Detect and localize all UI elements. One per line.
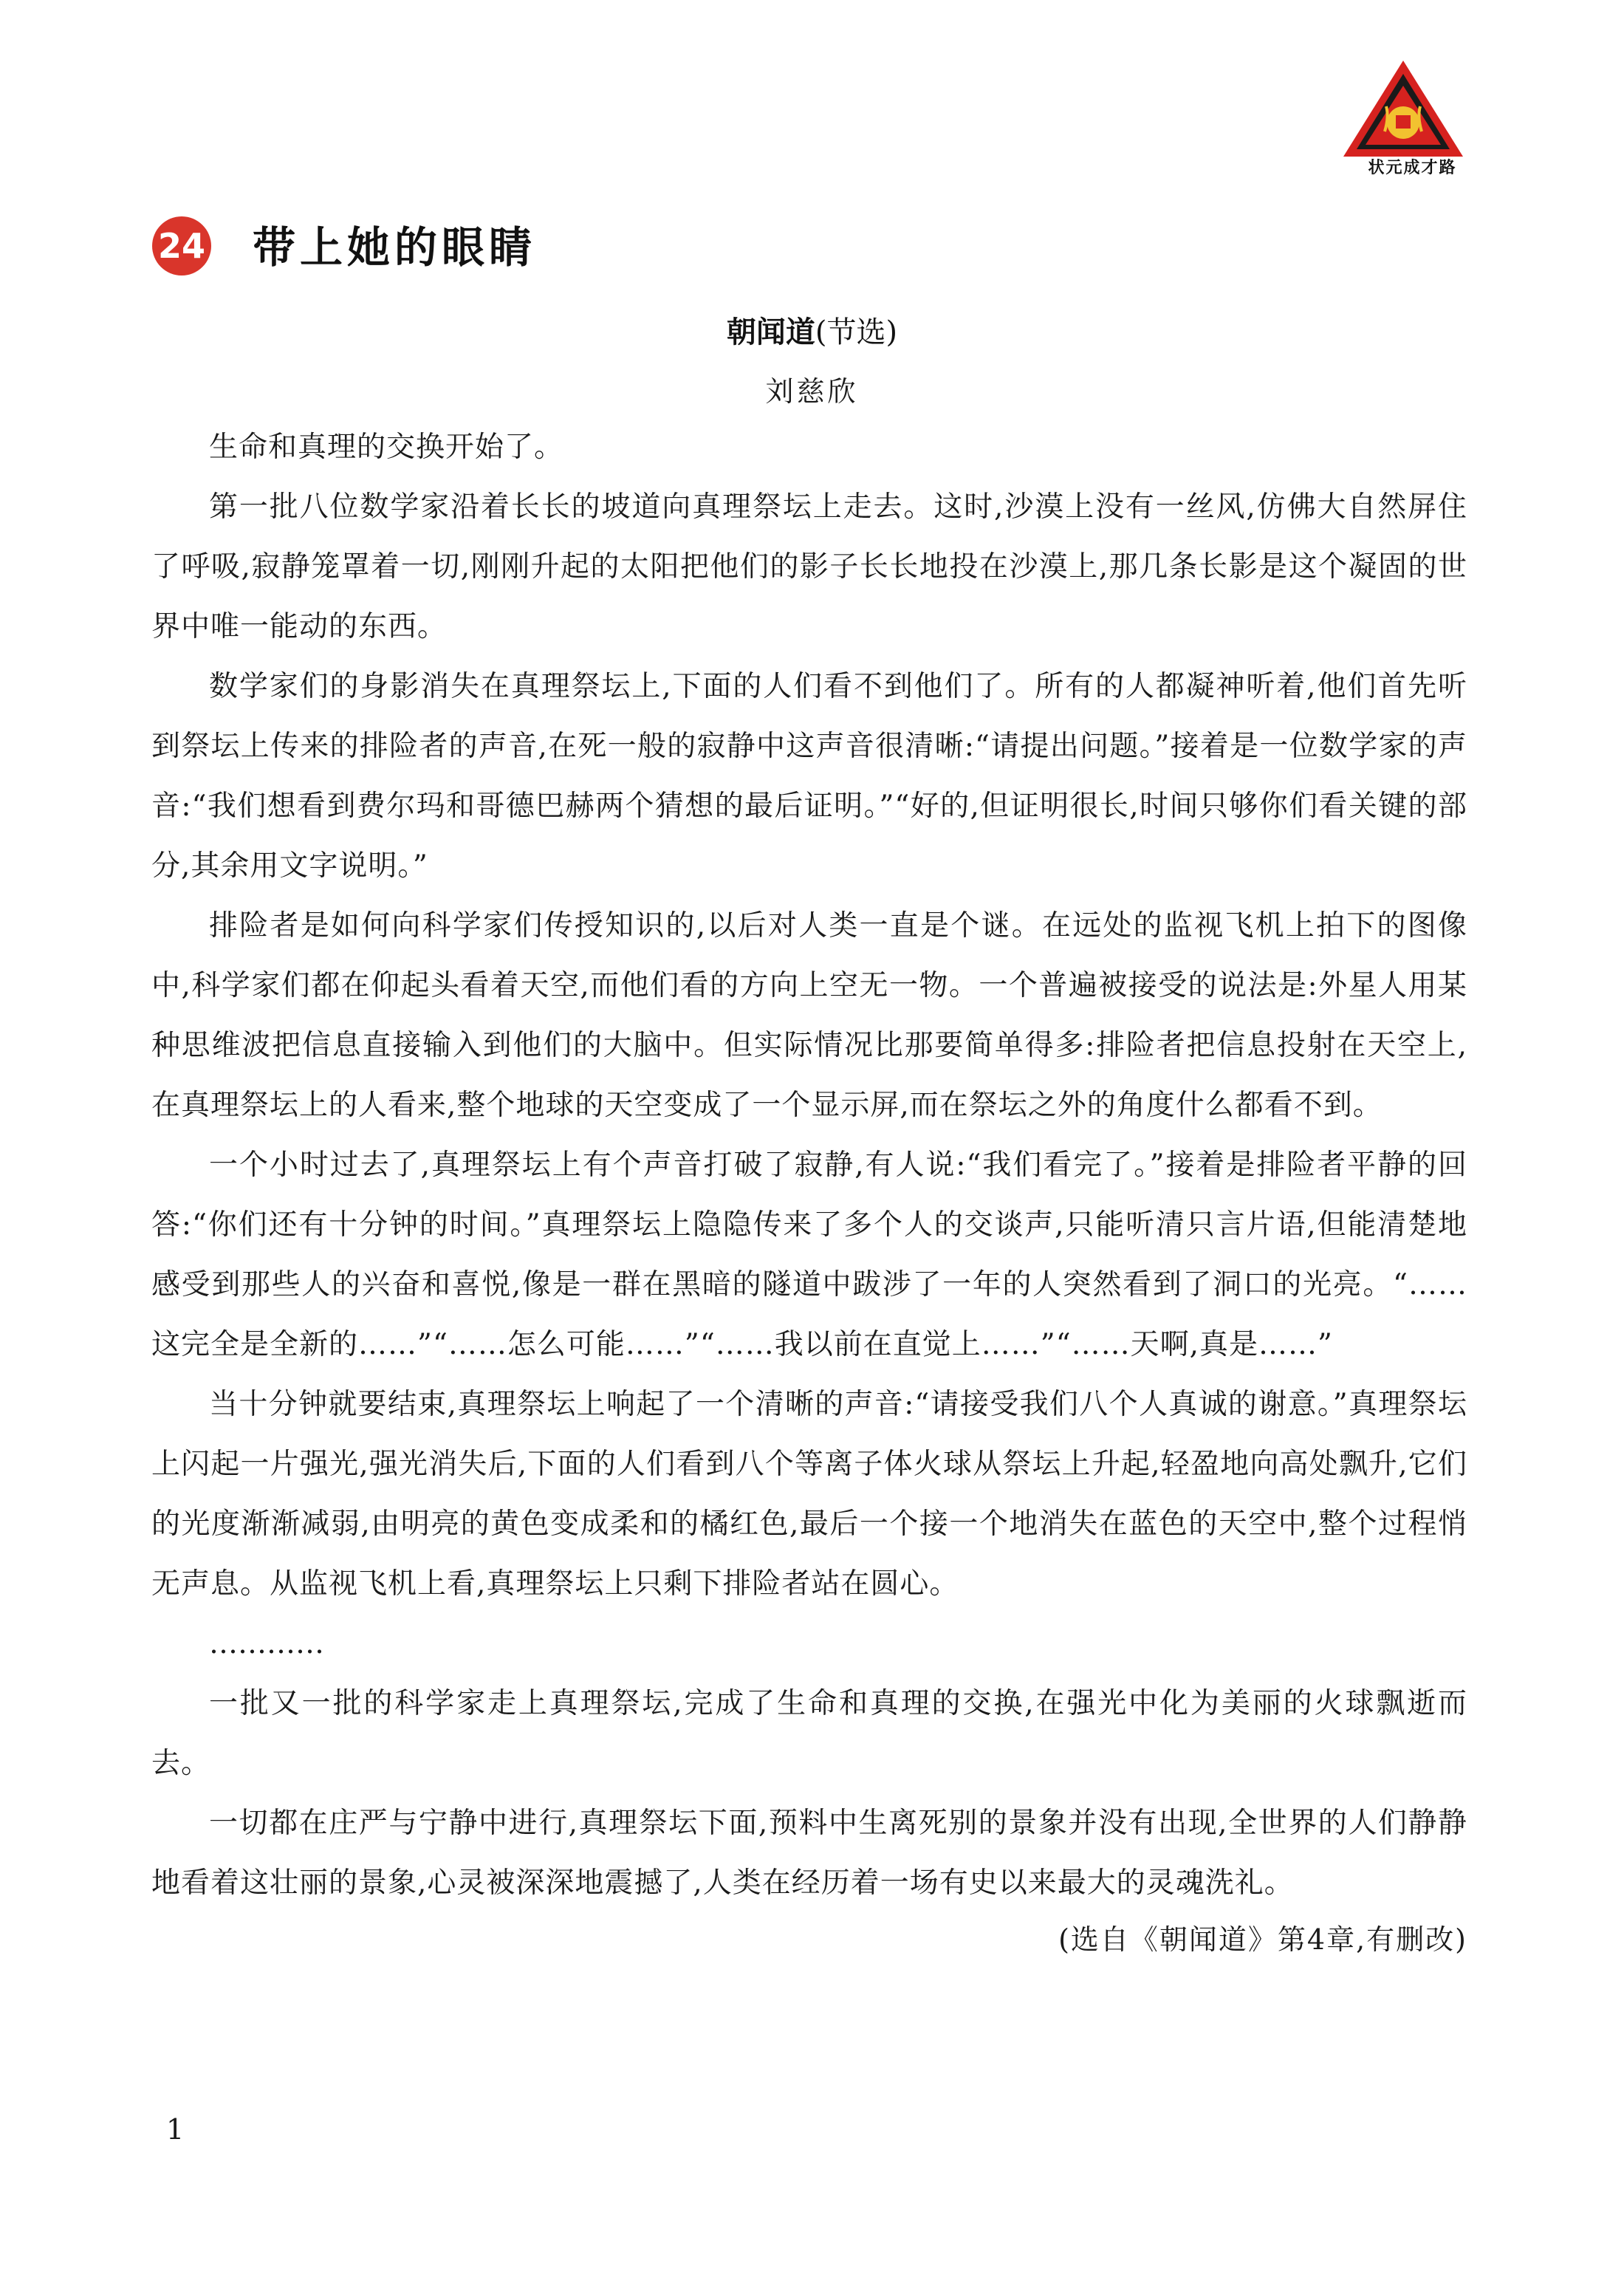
source-citation: (选自《朝闻道》第4章,有删改): [1058, 1923, 1467, 1956]
article-body: [151, 417, 1467, 1913]
paragraph-ellipsis: …………: [209, 1627, 324, 1660]
paragraph: 当十分钟就要结束,真理祭坛上响起了一个清晰的声音:“请接受我们八个人真诚的谢意。”真理祭坛上闪起一片强光,强光消失后,下面的人们看到八个等离子体火球从祭坛上升起,轻盈地向高处飘升,它们的光度渐渐减弱,由明亮的黄色变成柔和的橘红色,最后一个接一个地消失在蓝色的天空中,整个过程悄无声息。从监视飞机上看,真理祭坛上只剩下排险者站在圆心。: [151, 1388, 1467, 1601]
paragraph: 数学家们的身影消失在真理祭坛上,下面的人们看不到他们了。所有的人都凝神听着,他们首先听到祭坛上传来的排险者的声音,在死一般的寂静中这声音很清晰:“请提出问题。”接着是一位数学家的声音:“我们想看到费尔玛和哥德巴赫两个猜想的最后证明。”“好的,但证明很长,时间只够你们看关键的部分,其余用文字说明。”: [151, 670, 1467, 883]
article-title-subtitle: (节选): [815, 315, 898, 349]
paragraph: 排险者是如何向科学家们传授知识的,以后对人类一直是个谜。在远处的监视飞机上拍下的图像中,科学家们都在仰起头看着天空,而他们看的方向上空无一物。一个普遍被接受的说法是:外星人用某种思维波把信息直接输入到他们的大脑中。但实际情况比那要简单得多:排险者把信息投射在天空上,在真理祭坛上的人看来,整个地球的天空变成了一个显示屏,而在祭坛之外的角度什么都看不到。: [151, 909, 1467, 1122]
chapter-title: 带上她的眼睛: [253, 222, 537, 273]
paragraph: 生命和真理的交换开始了。: [209, 431, 564, 464]
paragraph: 一批又一批的科学家走上真理祭坛,完成了生命和真理的交换,在强光中化为美丽的火球飘逝而去。: [151, 1687, 1467, 1780]
article-title: [0, 310, 1624, 355]
paragraph: 一切都在庄严与宁静中进行,真理祭坛下面,预料中生离死别的景象并没有出现,全世界的人们静静地看着这壮丽的景象,心灵被深深地震撼了,人类在经历着一场有史以来最大的灵魂洗礼。: [151, 1807, 1467, 1900]
paragraph: 一个小时过去了,真理祭坛上有个声音打破了寂静,有人说:“我们看完了。”接着是排险者平静的回答:“你们还有十分钟的时间。”真理祭坛上隐隐传来了多个人的交谈声,只能听清只言片语,但能清楚地感受到那些人的兴奋和喜悦,像是一群在黑暗的隧道中跋涉了一年的人突然看到了洞口的光亮。“……这完全是全新的……”“……怎么可能……”“……我以前在直觉上……”“……天啊,真是……”: [151, 1149, 1467, 1361]
publisher-logo-text: 状元成才路: [1368, 159, 1457, 177]
paragraph: 第一批八位数学家沿着长长的坡道向真理祭坛上走去。这时,沙漠上没有一丝风,仿佛大自然屏住了呼吸,寂静笼罩着一切,刚刚升起的太阳把他们的影子长长地投在沙漠上,那几条长影是这个凝固的世界中唯一能动的东西。: [151, 490, 1467, 643]
chapter-number: 24: [157, 226, 205, 266]
article-title-main: 朝闻道: [726, 315, 815, 349]
article-author: 刘慈欣: [765, 375, 859, 408]
page-number: 1: [166, 2113, 185, 2146]
